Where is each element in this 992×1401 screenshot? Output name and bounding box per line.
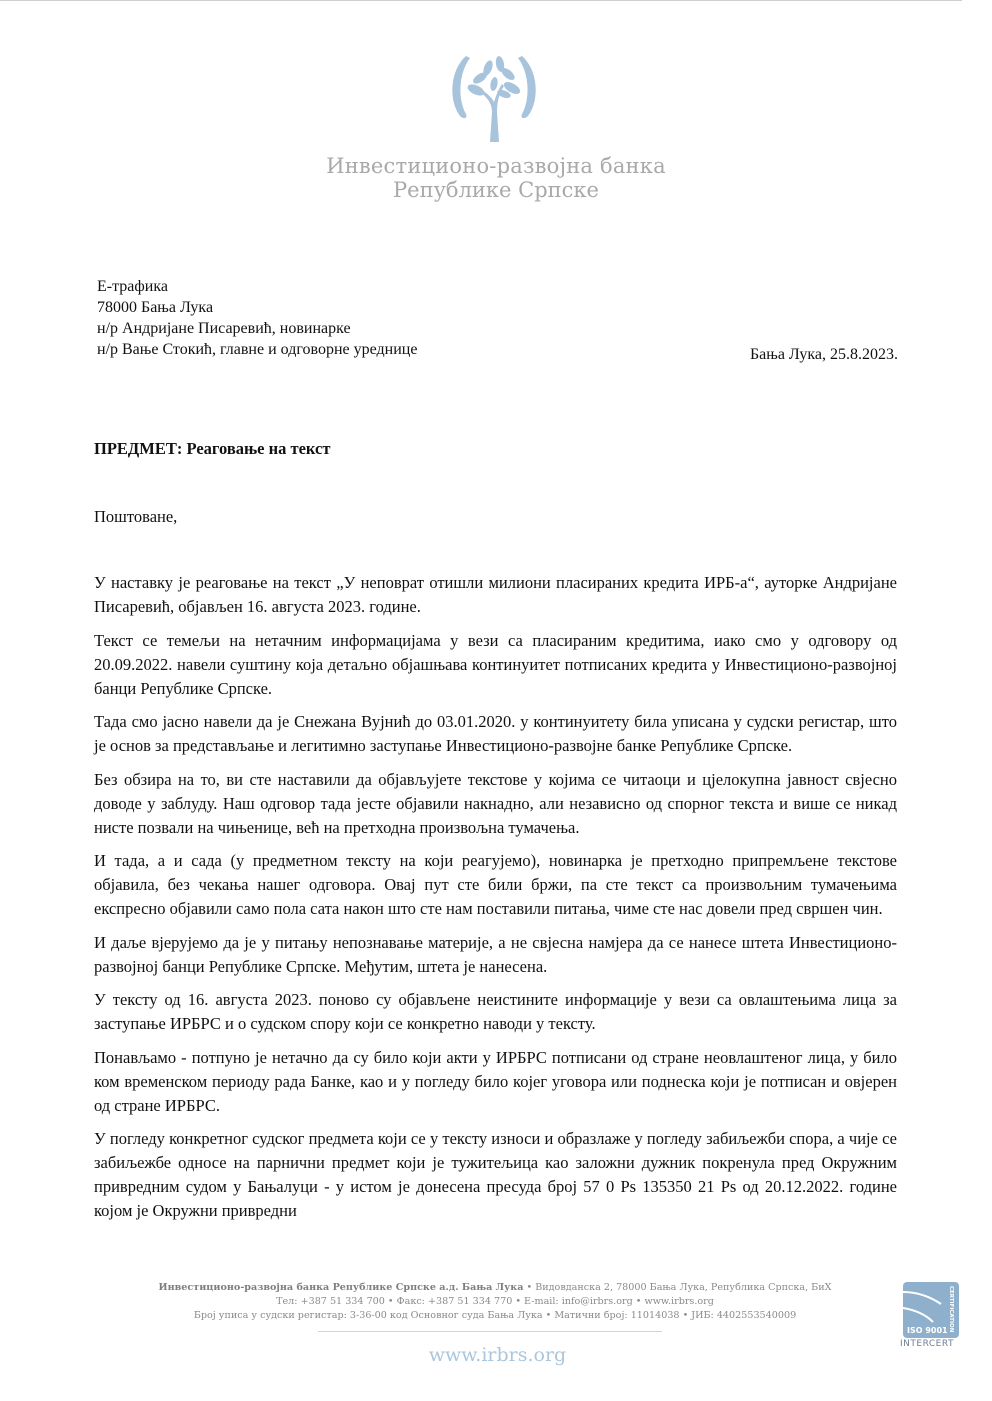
letter-body xyxy=(94,571,897,1233)
footer-company-line: Инвестиционо-развојна банка Републике Српске а.д. Бања Лука • Видовданска 2, 78000 Бања Лука, Република Српска, БиХ xyxy=(158,1282,832,1293)
svg-text:ISO 9001: ISO 9001 xyxy=(907,1326,948,1335)
footer-website: www.irbrs.org xyxy=(428,1344,567,1366)
iso-9001-certification-badge-icon xyxy=(903,1282,959,1342)
bank-name-line1: Инвестиционо-развојна банка xyxy=(326,154,666,178)
body-paragraph: У тексту од 16. августа 2023. поново су објављене неистините информације у вези са овлаштењима лица за заступање ИРБРС и о судском спору који се конкретно наводи у тексту. xyxy=(94,990,897,1033)
greeting: Поштоване, xyxy=(94,507,178,526)
bank-name-line2: Републике Српске xyxy=(393,178,599,202)
footer-contact: Тел: +387 51 334 700 • Факс: +387 51 334 770 • E-mail: info@irbrs.org • www.irbrs.org xyxy=(276,1296,714,1307)
body-paragraph: Понављамо - потпуно је нетачно да су било који акти у ИРБРС потписани од стране неовлаштеног лица, у било ком временском периоду рада Банке, као и у погледу било којег уговора или поднеска који је потписан и овјерен од стране ИРБРС. xyxy=(94,1047,897,1115)
tree-in-hands-logo-icon xyxy=(446,52,542,144)
subject-line: ПРЕДМЕТ: Реаговање на текст xyxy=(94,439,331,458)
recipient-line: н/р Андријане Писаревић, новинарке xyxy=(97,320,351,337)
svg-text:CERTIFICATION: CERTIFICATION xyxy=(948,1286,954,1333)
recipient-line: 78000 Бања Лука xyxy=(97,299,214,316)
recipient-address xyxy=(97,276,417,360)
body-paragraph: Без обзира на то, ви сте наставили да објављујете текстове у којима се читаоци и цјелокупна јавност свјесно доводе у заблуду. Наш одговор тада јесте објавили накнадно, али независно од спорног текста и више се никад нисте позвали на чињенице, већ на претходна произвољна тумачења. xyxy=(94,769,897,837)
letter-date: Бања Лука, 25.8.2023. xyxy=(749,346,898,363)
footer-divider xyxy=(318,1331,662,1332)
footer-registry: Број уписа у судски регистар: 3-36-00 код Основног суда Бања Лука • Матични број: 11014038 • ЈИБ: 4402553540009 xyxy=(193,1310,797,1321)
body-paragraph: Текст се темељи на нетачним информацијама у вези са пласираним кредитима, иако смо у одговору од 20.09.2022. навели суштину која детаљно објашњава континуитет потписаних кредита у Инвестиционо-развојној банци Републике Српске. xyxy=(94,630,897,698)
body-paragraph: Тада смо јасно навели да је Снежана Вујнић до 03.01.2020. у континуитету била уписана у судски регистар, што је основ за представљање и легитимно заступање Инвестиционо-развојне банке Републике Српске. xyxy=(94,712,897,755)
certification-issuer: INTERCERT xyxy=(900,1339,954,1349)
letterhead-footer xyxy=(120,1281,870,1323)
body-paragraph: И даље вјерујемо да је у питању непознавање материје, а не свјесна намјера да се нанесе штета Инвестиционо-развојној банци Републике Српске. Међутим, штета је нанесена. xyxy=(94,932,897,976)
recipient-line: н/р Вање Стокић, главне и одговорне уреднице xyxy=(97,341,418,358)
body-paragraph: У погледу конкретног судског предмета који се у тексту износи и образлаже у погледу забиљежби спора, а чије се забиљежбе односе на парнични предмет који је тужитељица као заложни дужник покренула пред Окружним привредним судом у Бањалуци - у истом је донесена пресуда број 57 0 Ps 135350 21 Ps од 20.12.2022. године којом је Окружни привредни xyxy=(94,1129,897,1220)
body-paragraph: И тада, а и сада (у предметном тексту на који реагујемо), новинарка је претходно припремљене текстове објавила, без чекања нашег одговора. Овај пут сте били бржи, па сте текст са произвољним тумачењима експресно објавили само пола сата након што сте нам поставили питања, чиме сте нас довели пред свршен чин. xyxy=(94,851,897,918)
footer-company: Инвестиционо-развојна банка Републике Српске а.д. Бања Лука xyxy=(158,1282,524,1293)
footer-address: Видовданска 2, 78000 Бања Лука, Република Српска, БиХ xyxy=(535,1282,832,1293)
page-top-edge xyxy=(0,0,962,1)
body-paragraph: У наставку је реаговање на текст „У неповрат отишли милиони пласираних кредита ИРБ-а“, ауторке Андријане Писаревић, објављен 16. августа 2023. године. xyxy=(94,573,897,616)
recipient-line: Е-трафика xyxy=(97,278,168,295)
